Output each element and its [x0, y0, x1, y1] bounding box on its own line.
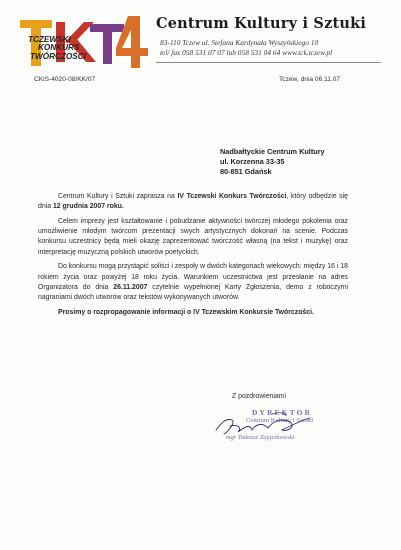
org-address — [160, 38, 332, 58]
p1-event-name: IV Tczewski Konkurs Twórczości — [177, 193, 287, 200]
addressee-line2: ul. Korzenna 33-35 — [220, 157, 285, 166]
closing-greeting: Z pozdrowieniami — [232, 393, 286, 400]
stamp-title: DYREKTOR — [252, 408, 313, 417]
logo-wordmark — [28, 36, 136, 61]
p3-deadline: 26.11.2007 — [113, 283, 148, 291]
org-address-line2: tel/ fax 058 531 07 07 lub 058 531 04 64 www.tck.tczew.pl — [160, 48, 333, 57]
logo-word-1: TCZEWSKI — [28, 35, 71, 44]
p1-event-date: 12 grudnia 2007 roku. — [52, 203, 124, 211]
org-address-line1: 83-110 Tczew ul. Stefana Kardynała Wyszyńskiego 10 — [160, 38, 319, 47]
header-divider — [156, 62, 381, 63]
p1-text-a: Centrum Kultury i Sztuki zaprasza na — [58, 193, 178, 200]
logo-word-3: TWÓRCZOŚCI — [30, 51, 86, 61]
addressee-line3: 80-851 Gdańsk — [220, 167, 272, 176]
org-name: Centrum Kultury i Sztuki — [156, 15, 367, 32]
p1-text-c: , który odbędzie się dnia — [38, 193, 348, 211]
place-date: Tczew, dnia 06.11.07 — [279, 76, 341, 83]
p3-text-c: czytelnie wypełnionej Karty Zgłoszenia, demo z roboczymi nagraniami dwóch utworów oraz tekstów wykonywanych utworów. — [38, 283, 348, 302]
letter-body — [38, 192, 348, 323]
p3-text-a: Do konkursu mogą przystąpić soliści i zespoły w dwóch kategoriach wiekowych: między 16 i 18 rokiem życia oraz powyżej 18 roku życia. Warunkiem uczestnictwa jest przesłanie na adres Organizatora do dnia — [38, 263, 348, 291]
paragraph-invitation — [38, 192, 348, 212]
paragraph-purpose: Celem imprezy jest kształtowanie i pobudzanie aktywności twórczej młodego pokolenia oraz umożliwienie młodym twórcom prezentacji swych artystycznych dokonań na scenie. Podczas konkursu uczestnicy będą mieli okazję zaprezentować twórczość własną (na tekst i muzykę) oraz interpretację muzyczną polskich utworów poetyckich. — [38, 218, 348, 256]
addressee-line1: Nadbałtyckie Centrum Kultury — [220, 147, 325, 156]
addressee-block — [220, 147, 325, 177]
director-stamp — [212, 404, 332, 446]
paragraph-conditions — [38, 262, 348, 303]
tkt-logo — [18, 14, 152, 72]
handwritten-signature — [212, 404, 332, 446]
stamp-org: Centrum Kultury i Sztuki — [246, 417, 314, 424]
stamp-signer: mgr Tadeusz Zajączkowski — [226, 434, 295, 441]
paragraph-request — [38, 308, 348, 318]
reference-number: CKiS-4020-08/KK/07 — [34, 76, 96, 83]
p4-text: Prosimy o rozpropagowanie informacji o IV Tczewskim Konkursie Twórczości. — [58, 308, 314, 316]
logo-word-2: KONKURS — [38, 43, 80, 53]
